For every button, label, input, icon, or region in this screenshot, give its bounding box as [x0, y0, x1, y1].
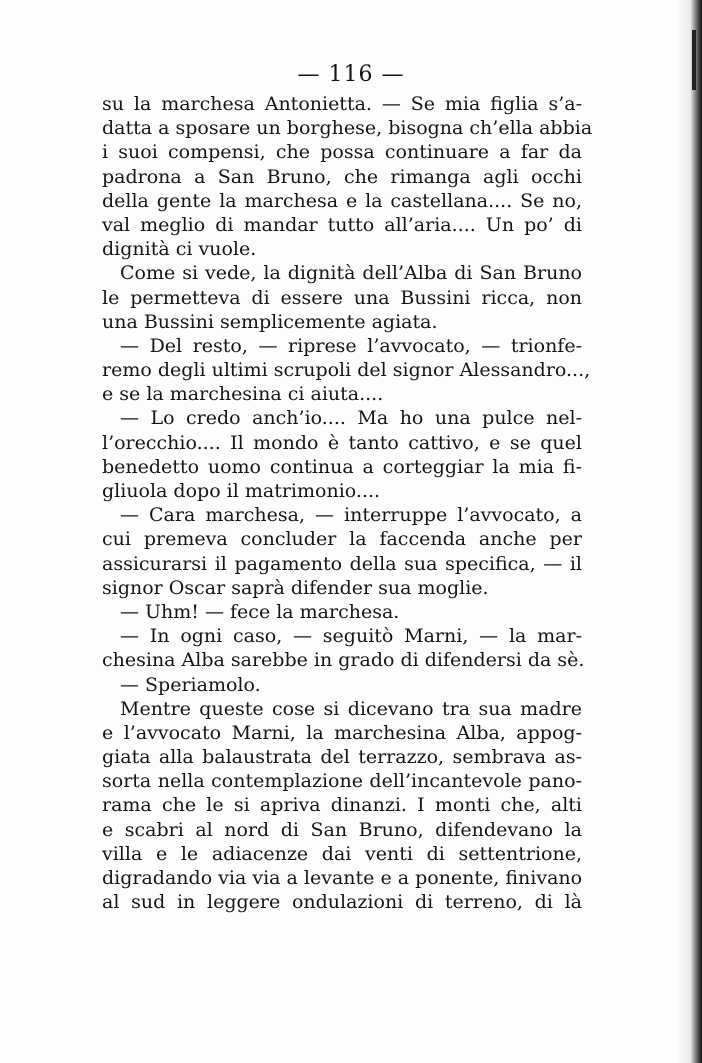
text-line: su la marchesa Antonietta. — Se mia figlia s’a-: [102, 93, 582, 115]
text-line: — Cara marchesa, — interruppe l’avvocato, a: [120, 504, 582, 527]
text-line: remo degli ultimi scrupoli del signor Alessandro...,: [102, 359, 591, 382]
text-line: e scabri al nord di San Bruno, difendevano la: [102, 818, 582, 841]
text-line: al sud in leggere ondulazioni di terreno, di là: [102, 891, 582, 914]
text-line: — Del resto, — riprese l’avvocato, — trionfe-: [120, 334, 582, 357]
text-line: Mentre queste cose si dicevano tra sua madre: [120, 697, 582, 720]
text-line: l’orecchio.... Il mondo è tanto cattivo, e se quel: [102, 431, 582, 454]
text-line: giata alla balaustrata del terrazzo, sembrava as-: [102, 746, 582, 769]
text-line: padrona a San Bruno, che rimanga agli occhi: [102, 165, 582, 188]
text-line: — In ogni caso, — seguitò Marni, — la mar-: [120, 625, 582, 648]
text-line: e se la marchesina ci aiuta....: [102, 383, 384, 406]
text-line: assicurarsi il pagamento della sua specifica, — il: [102, 552, 582, 575]
text-line: — Uhm! — fece la marchesa.: [120, 600, 400, 623]
text-line: dignità ci vuole.: [102, 238, 257, 261]
text-line: una Bussini semplicemente agiata.: [102, 310, 438, 333]
text-line: rama che le si apriva dinanzi. I monti che, alti: [102, 794, 582, 817]
text-line: — Speriamolo.: [120, 673, 261, 696]
text-line: gliuola dopo il matrimonio....: [102, 480, 381, 502]
page-edge-shadow: [676, 0, 702, 1063]
text-line: datta a sposare un borghese, bisogna ch’ella abbia: [102, 117, 593, 140]
text-line: chesina Alba sarebbe in grado di difendersi da sè.: [102, 649, 585, 672]
text-line: cui premeva concluder la faccenda anche per: [102, 528, 582, 551]
text-line: Come si vede, la dignità dell’Alba di San Bruno: [120, 262, 582, 285]
text-line: digradando via via a levante e a ponente, finivano: [102, 867, 583, 889]
text-line: — Lo credo anch’io.... Ma ho una pulce nel-: [120, 407, 582, 430]
text-line: e l’avvocato Marni, la marchesina Alba, appog-: [102, 721, 582, 744]
text-line: i suoi compensi, che possa continuare a far da: [102, 141, 582, 164]
text-line: le permetteva di essere una Bussini ricca, non: [102, 286, 582, 309]
body-text: [102, 92, 593, 914]
page-number: — 116 —: [297, 62, 405, 87]
text-line: signor Oscar saprà difender sua moglie.: [102, 576, 489, 599]
text-line: villa e le adiacenze dai venti di settentrione,: [102, 842, 582, 865]
text-line: benedetto uomo continua a corteggiar la mia fi-: [102, 455, 582, 478]
text-line: della gente la marchesa e la castellana.... Se no,: [102, 189, 582, 212]
text-line: sorta nella contemplazione dell’incantevole pano-: [102, 770, 582, 793]
text-line: val meglio di mandar tutto all’aria.... Un po’ di: [102, 213, 582, 236]
